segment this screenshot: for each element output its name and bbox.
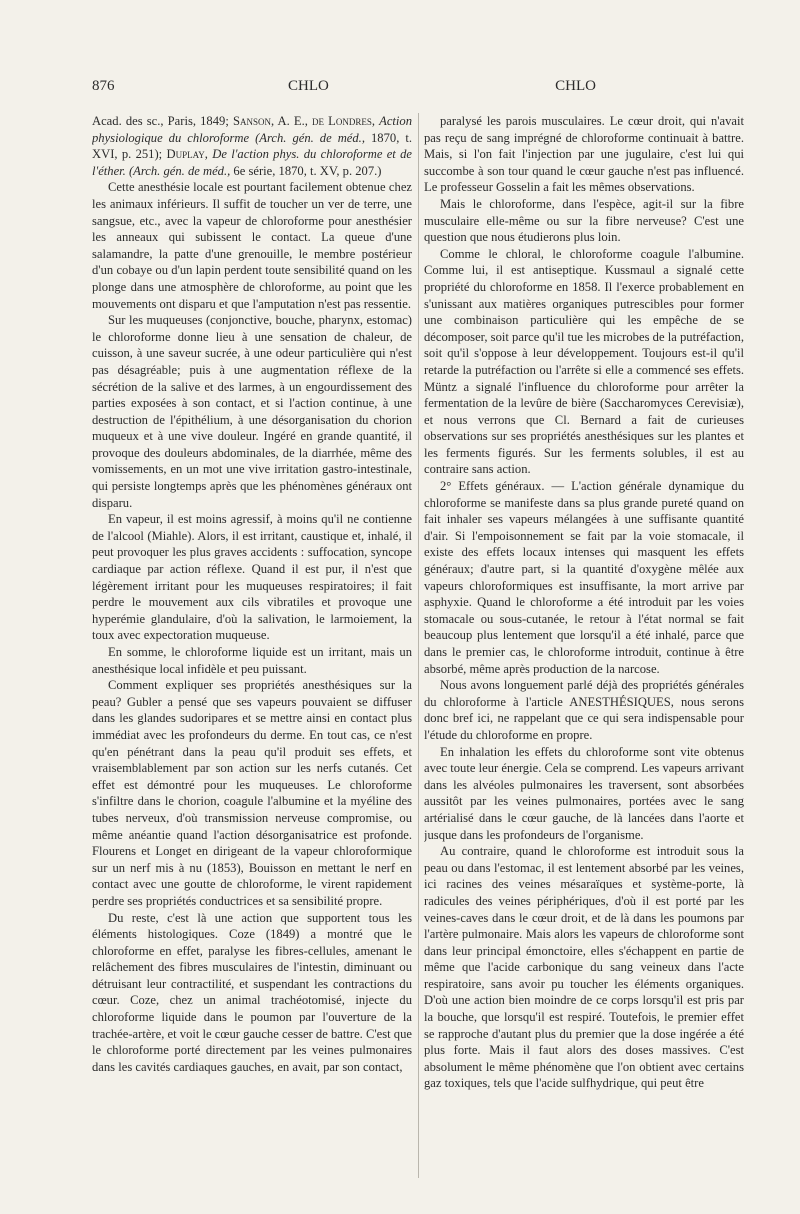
paragraph: Du reste, c'est là une action que supportent tous les éléments histologiques. Coze (1849) a montré que le chloroforme en effet, paralyse les fibres-cellules, amenant le relâchement des fibres musculaires de l'intestin, diminuant ou détruisant leur contractilité, et suspendant les contractions du cœur. Coze, chez un animal trachéotomisé, injecte du chloroforme liquide dans le poumon par l'ouverture de la trachée-artère, et voit le cœur gauche cesser de battre. C'est que le chloroforme porté directement par les veines pulmonaires dans les cavités cardiaques gauches, en avait, par son contact, <box>92 910 412 1074</box>
paragraph: Nous avons longuement parlé déjà des propriétés générales du chloroforme à l'article ANESTHÉSIQUES, nous serons donc bref ici, ne rappelant que ce qui sera indispensable pour l'étude du chloroforme en propre. <box>424 678 744 742</box>
citation-part: 1870, t. XVI, p. 251); <box>92 130 412 162</box>
running-title-left: CHLO <box>288 78 329 94</box>
paragraph: En somme, le chloroforme liquide est un irritant, mais un anesthésique local infidèle et peu puissant. <box>92 645 412 676</box>
work-title: De l'action phys. du chloroforme et de l'éther. (Arch. gén. de méd., <box>92 147 412 178</box>
paragraph: Comment expliquer ses propriétés anesthésiques sur la peau? Gubler a pensé que ses vapeurs pouvaient se diffuser dans les glandes sudoripares et se mettre ainsi en contact plus immédiat avec les profondeurs du derme. En tout cas, ce n'est qu'en pénétrant dans la peau qu'il produit ses effets, et vraisemblablement par son action sur les nerfs cutanés. Cet effet est démontré pour les muqueuses. Le chloroforme s'infiltre dans le chorion, coagule l'albumine et la myéline des tubes nerveux, d'où transmission nerveuse compromise, ou même anéantie quand l'action désorganisatrice est profonde. Flourens et Longet en dirigeant de la vapeur chloroformique sur un nerf mis à nu (1853), Bouisson en mettant le nerf en contact avec une goutte de chloroforme, le virent rapidement perdre ses propriétés conductrices et sa sensibilité propre. <box>92 678 412 908</box>
author-name: Duplay, <box>166 147 213 162</box>
paragraph-citation <box>92 113 412 179</box>
paragraph: Mais le chloroforme, dans l'espèce, agit-il sur la fibre musculaire elle-même ou sur la fibre nerveuse? C'est une question que nous étudierons plus loin. <box>424 196 744 245</box>
author-name: Sanson, A. E., de Londres, <box>232 114 380 128</box>
paragraph: Au contraire, quand le chloroforme est introduit sous la peau ou dans l'estomac, il est lentement absorbé par les veines, ici racines des veines mésaraïques et système-porte, là radicules des veines périphériques, d'où il est porté par les veines-caves dans le cœur droit, et de là dans les poumons par l'artère pulmonaire. Mais alors les vapeurs de chloroforme sont dans leur principal émonctoire, elles s'échappent en partie de même que l'acide carbonique du sang veineux dans l'acte respiratoire, sans avoir pu toucher les éléments organiques. D'où une action bien moindre de ce corps lorsqu'il est pris par la bouche, que lorsqu'il est respiré. Toutefois, le premier effet se rapproche d'autant plus du premier que la dose ingérée a été plus forte. Mais il faut alors des doses massives. C'est absolument le même phénomène que l'on obtient avec certains gaz toxiques, tels que l'acide sulfhydrique, qui peut être <box>424 844 744 1091</box>
paragraph: 2° Effets généraux. — L'action générale dynamique du chloroforme se manifeste dans sa plus grande pureté quand on fait inhaler ses vapeurs mélangées à une suffisante quantité d'air. Si l'empoisonnement se fait par la voie stomacale, il existe des effets locaux intenses qui masquent les effets généraux; d'autre part, si la quantité d'oxygène mêlée aux vapeurs chloroformiques est insuffisante, la mort arrive par asphyxie. Quand le chloroforme a été introduit par les voies stomacale ou sous-cutanée, le retour à l'état normal se fait beaucoup plus lentement que lorsqu'il a été inhalé, parce que dans le premier cas, le chloroforme introduit, continue à être absorbé, même après production de la narcose. <box>424 479 744 676</box>
running-title-right: CHLO <box>555 78 596 94</box>
column-divider <box>418 113 419 1178</box>
work-title: Action physiologique du chloroforme (Arch. gén. de méd., <box>92 114 412 145</box>
paragraph: Sur les muqueuses (conjonctive, bouche, pharynx, estomac) le chloroforme donne lieu à une sensation de chaleur, de cuisson, à une saveur sucrée, à une odeur particulière qui n'est pas désagréable; puis à une augmentation réflexe de la sécrétion de la salive et des larmes, à un engourdissement des parties exposées à son contact, et si l'action continue, à une destruction de l'épithélium, à une désorganisation du chorion muqueux et à une vive douleur. Ingéré en grande quantité, il provoque des douleurs abdominales, de la diarrhée, même des vomissements, en un mot une vive irritation gastro-intestinale, qui persiste longtemps après que les phénomènes généraux ont disparu. <box>92 313 412 510</box>
right-column <box>424 113 744 1178</box>
left-column <box>92 113 412 1178</box>
citation-part: 6e série, 1870, t. XV, p. 207.) <box>233 163 382 178</box>
citation-part: Acad. des sc., Paris, 1849; <box>92 114 233 128</box>
page-number: 876 <box>92 78 115 94</box>
paragraph: paralysé les parois musculaires. Le cœur droit, qui n'avait pas reçu de sang imprégné de chloroforme continuait à battre. Mais, si l'on fait l'injection par une jugulaire, c'est lui qui succombe à son tour quand le cœur gauche n'est pas influencé. Le professeur Gosselin a fait les mêmes observations. <box>424 114 744 195</box>
paragraph: Cette anesthésie locale est pourtant facilement obtenue chez les animaux inférieurs. Il suffit de toucher un ver de terre, une sangsue, etc., avec la vapeur de chloroforme pour anesthésier les anneaux qui subissent le contact. La queue d'une salamandre, la patte d'une grenouille, le membre postérieur d'un cobaye ou d'un lapin perdent toute sensibilité quand on les plonge dans une atmosphère de chloroforme, au point que les mouvements ont disparu et que l'amputation n'est pas ressentie. <box>92 180 412 311</box>
paragraph: Comme le chloral, le chloroforme coagule l'albumine. Comme lui, il est antiseptique. Kussmaul a signalé cette propriété du chloroforme en 1858. Il l'exerce probablement en s'unissant aux matières organiques putrescibles pour former une combinaison particulière qui les empêche de se décomposer, soit parce qu'il tue les microbes de la putréfaction, soit qu'il s'oppose à leur développement. Toujours est-il qu'il retarde la putréfaction ou l'arrête si elle a commencé ses effets. Müntz a signalé l'influence du chloroforme pour arrêter la fermentation de la levûre de bière (Saccharomyces Cerevisiæ), et nous verrons que Cl. Bernard a fait de curieuses observations sur ses propriétés anesthésiques sur les plantes et les ferments figurés. Sur les ferments solubles, il est au contraire sans action. <box>424 246 744 477</box>
text-columns <box>92 113 744 1178</box>
paragraph: En vapeur, il est moins agressif, à moins qu'il ne contienne de l'alcool (Miahle). Alors, il est irritant, caustique et, inhalé, il peut provoquer les plus graves accidents : suffocation, syncope cardiaque par action réflexe. Quand il est pur, il n'est que légèrement irritant pour les muqueuses respiratoires; il fait perdre le mouvement aux cils vibratiles et provoque une hyperémie glandulaire, d'où la salivation, le larmoiement, la toux avec expectoration muqueuse. <box>92 512 412 643</box>
running-header <box>92 78 708 100</box>
paragraph: En inhalation les effets du chloroforme sont vite obtenus avec toute leur énergie. Cela se comprend. Les vapeurs arrivant dans les alvéoles pulmonaires les traversent, sont absorbées aussitôt par les veines pulmonaires, portées avec le sang artérialisé dans le cœur gauche, de là lancées dans l'aorte et jusque dans les profondeurs de l'organisme. <box>424 744 744 842</box>
